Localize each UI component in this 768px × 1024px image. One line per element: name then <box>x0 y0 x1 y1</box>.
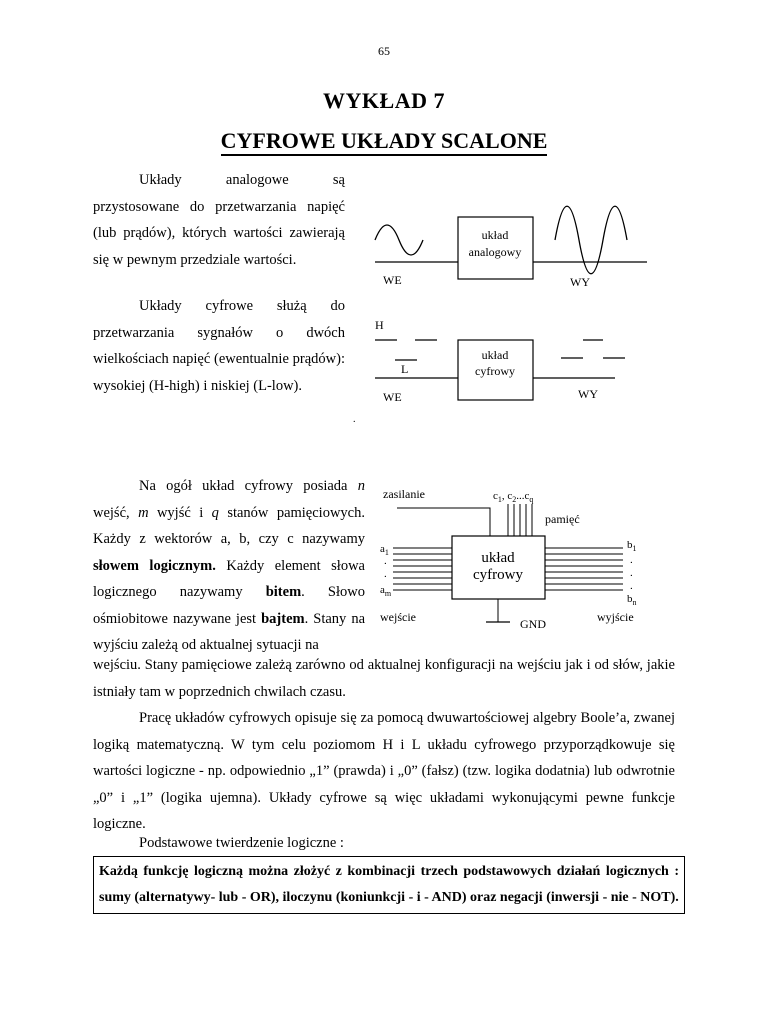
p3-t2: wejść, <box>93 504 139 521</box>
digital-h-label: H <box>375 318 384 332</box>
p3-m: m <box>138 504 149 521</box>
paragraph-theorem-intro <box>93 830 675 857</box>
memory-lines <box>508 504 532 536</box>
analog-box-label-1: układ <box>481 228 509 242</box>
p3-t6: . Słowo ośmiobitowe nazywane jest <box>93 584 365 627</box>
output-dot-1: . <box>630 554 633 566</box>
lecture-title: WYKŁAD 7 <box>323 88 445 113</box>
input-lines <box>393 548 452 590</box>
theorem-text: Każdą funkcję logiczną można złożyć z kombinacji trzech podstawowych działań logicznych : sumy (alternatywy- lub - OR), iloczynu (koniunkcji - i - AND) oraz negacji (inwersji - nie - NOT). <box>99 864 679 905</box>
theorem-box <box>93 856 685 914</box>
p3-n: n <box>357 478 365 494</box>
digital-l-label: L <box>401 362 409 376</box>
block-box-label-2: cyfrowy <box>473 567 523 583</box>
paragraph-theorem-intro-text: Podstawowe twierdzenie logiczne : <box>139 835 344 851</box>
supply-line <box>397 508 490 536</box>
paragraph-boole-text: Pracę układów cyfrowych opisuje się za pomocą dwuwartościowej algebry Boole’a, zwanej logiką matematyczną. W tym celu poziomom H i L układu cyfrowego przyporządkowuje się wartości logiczne - np. odpowiednio „1” (prawda) i „0” (fałsz) (tzw. logika dodatnia) lub odwrotnie „0” i „1” (logika ujemna). Układy cyfrowe są więc układami wykonującymi pewne funkcje logiczne. <box>93 710 675 832</box>
paragraph-digital-text: Układy cyfrowe służą do przetwarzania sygnałów o dwóch wielkościach napięć (ewentualnie prądów): wysokiej (H-high) i niskiej (L-low). <box>93 298 345 394</box>
p3-b2: bitem <box>265 584 302 600</box>
input-a1-label: $a_1$ <box>380 543 389 557</box>
paragraph-digital <box>93 293 345 399</box>
p3-t3: wyjść i <box>148 504 212 521</box>
analog-in-label: WE <box>383 273 402 287</box>
output-b1-label: $b_1$ <box>627 539 637 553</box>
outputs-label: wyjście <box>597 610 634 624</box>
output-lines <box>545 548 623 590</box>
analog-input-wave <box>375 225 423 255</box>
p3-t4: stanów pamięciowych. Każdy z wektorów a, b, czy c nazywamy <box>93 504 365 547</box>
p3-t5: Każdy element słowa logicznego nazywamy <box>93 557 365 600</box>
digital-in-label: WE <box>383 390 402 404</box>
analog-diagram <box>365 195 655 305</box>
paragraph-block-left <box>93 473 365 658</box>
memory-bits-label: $c_1$, $c_2...c_q$ <box>493 490 534 504</box>
block-box-label-1: układ <box>481 550 515 566</box>
chapter-title-text: CYFROWE UKŁADY SCALONE <box>221 128 548 156</box>
digital-box-label-1: układ <box>481 348 509 362</box>
chapter-title <box>0 128 768 154</box>
analog-box-label-2: analogowy <box>468 245 522 259</box>
input-am-label: $a_m$ <box>380 584 392 598</box>
output-dot-3: . <box>630 580 633 592</box>
paragraph-analog <box>93 167 345 273</box>
input-dot-2: . <box>384 568 387 580</box>
analog-out-label: WY <box>570 275 590 289</box>
paragraph-analog-text: Układy analogowe są przystosowane do przetwarzania napięć (lub prądów), których wartości zawierają się w pewnym przedziale wartości. <box>93 172 345 268</box>
paragraph-boole <box>93 705 675 838</box>
analog-output-wave <box>555 206 627 274</box>
input-dot-1: . <box>384 555 387 567</box>
paragraph-block-full <box>93 652 675 705</box>
digital-box-label-2: cyfrowy <box>475 364 515 378</box>
p3-q: q <box>211 504 219 521</box>
p3-b3: bajtem <box>261 610 305 627</box>
p3-b1: słowem logicznym. <box>93 557 216 574</box>
gnd-label: GND <box>520 617 546 631</box>
block-diagram <box>375 482 650 634</box>
output-dot-2: . <box>630 567 633 579</box>
p3-t7a: . Stany na wyjściu zależą od aktualnej sytuacji na <box>93 610 366 653</box>
supply-label: zasilanie <box>383 487 425 501</box>
p3-t7b: wejściu. Stany pamięciowe zależą zarówno od aktualnej konfiguracji na wejściu jak i od słów, jakie istniały tam w poprzednich chwilach czasu. <box>93 657 675 700</box>
memory-label: pamięć <box>545 512 580 526</box>
inputs-label: wejście <box>380 610 416 624</box>
page-number: 65 <box>378 44 390 58</box>
digital-diagram <box>353 310 665 425</box>
p3-t1: Na ogół układ cyfrowy posiada <box>139 478 358 494</box>
output-bn-label: $b_n$ <box>627 593 637 607</box>
digital-out-label: WY <box>578 387 598 401</box>
stray-dot: . <box>353 414 356 425</box>
